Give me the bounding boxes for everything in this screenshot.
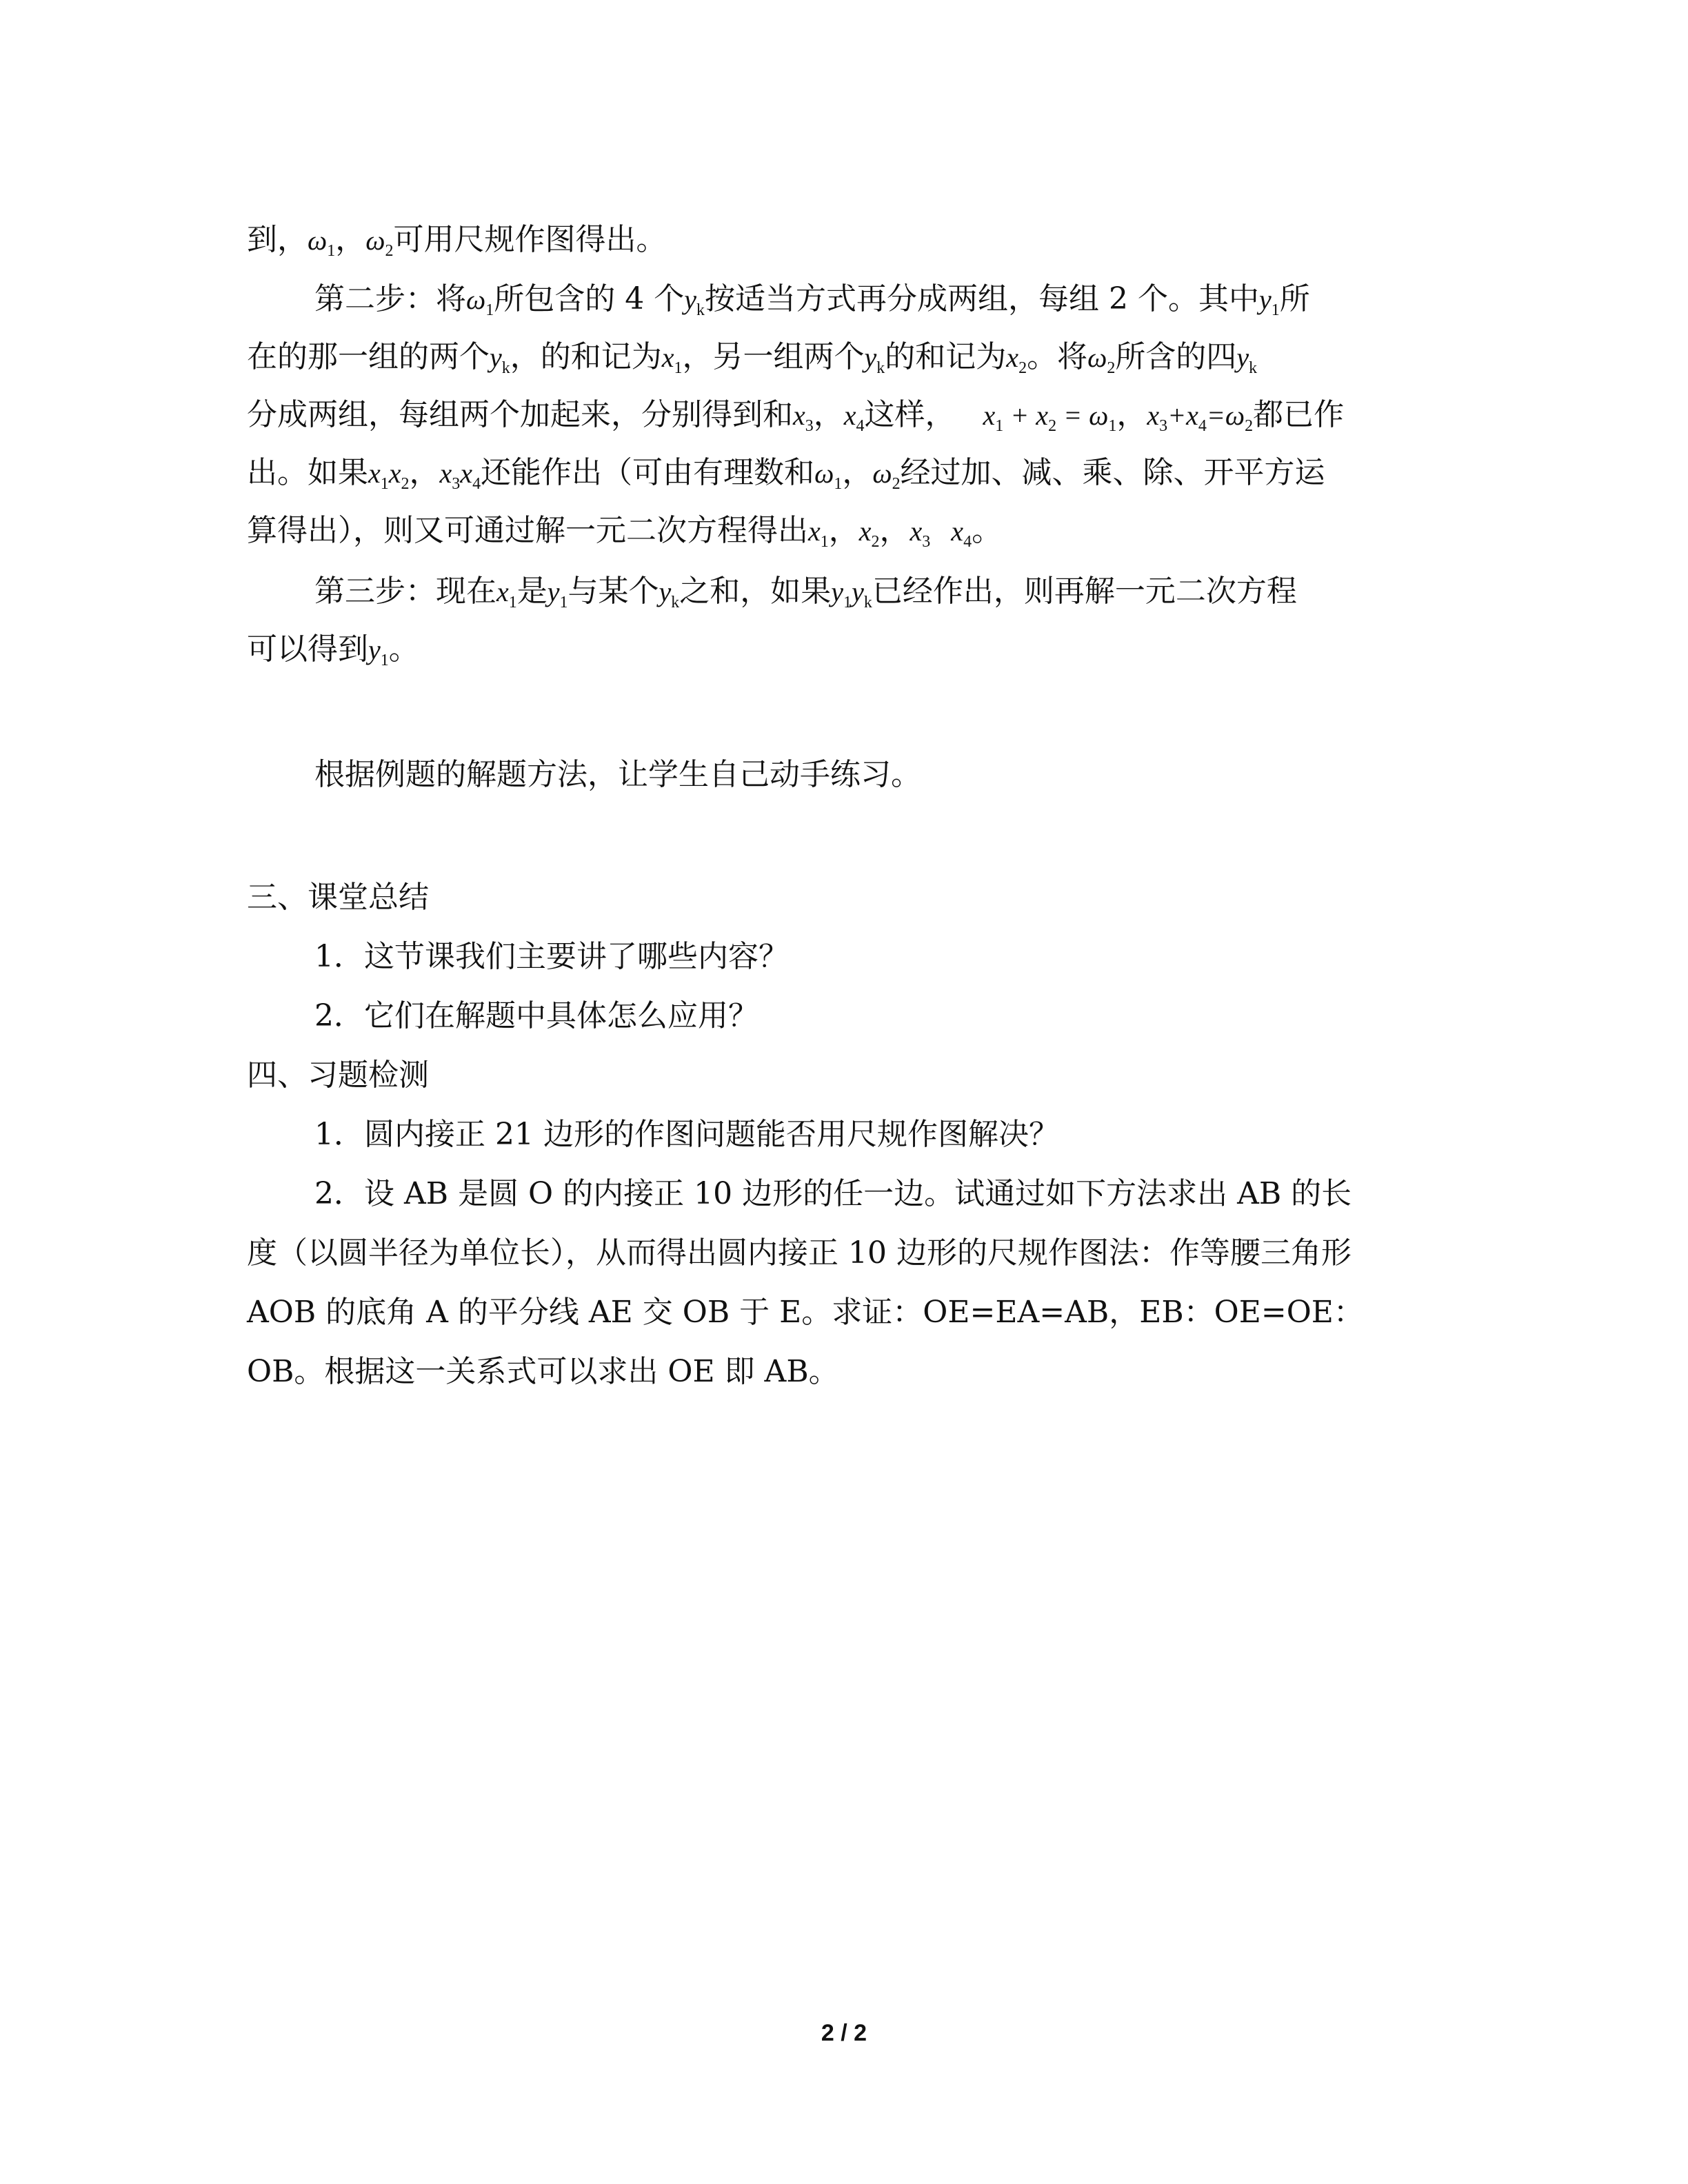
- exercise-item-cont: OB。根据这一关系式可以求出 OE 即 AB。: [247, 1354, 839, 1389]
- text-line: 可以得到$y_1$。: [247, 631, 419, 669]
- text-line: 分成两组，每组两个加起来，分别得到和$x_3$，$x_4$这样， $x_1 + x_2 = \omega_1$，$x_3+x_4=\omega_2$都已作: [247, 397, 1345, 435]
- summary-item: 2．它们在解题中具体怎么应用？: [314, 998, 758, 1033]
- page-number: 2 / 2: [821, 2020, 867, 2046]
- summary-item: 1．这节课我们主要讲了哪些内容？: [314, 939, 789, 974]
- text-line: 第二步：将$\omega_1$所包含的 4 个$y_k$按适当方式再分成两组，每组 2 个。其中$y_1$所: [314, 281, 1310, 319]
- math-omega1: $\omega_1$: [308, 225, 336, 260]
- practice-text: 根据例题的解题方法，让学生自己动手练习。: [314, 757, 921, 792]
- text-line: 第三步：现在$x_1$是$y_1$与某个$y_k$之和，如果$y_1y_k$已经作出，则再解一元二次方程: [314, 574, 1297, 611]
- exercise-item: 2．设 AB 是圆 O 的内接正 10 边形的任一边。试通过如下方法求出 AB 的长: [314, 1176, 1352, 1211]
- exercise-item-cont: 度（以圆半径为单位长），从而得出圆内接正 10 边形的尺规作图法：作等腰三角形: [247, 1235, 1352, 1271]
- section-heading-summary: 三、课堂总结: [247, 880, 429, 915]
- text-line: 算得出），则又可通过解一元二次方程得出$x_1$，$x_2$，$x_3$ $x_4$。: [247, 513, 1003, 551]
- text-line: 到，$\omega_1$，$\omega_2$可用尺规作图得出。: [247, 222, 667, 260]
- exercise-item-cont: AOB 的底角 A 的平分线 AE 交 OB 于 E。求证：OE=EA=AB，EB：OE=OE：: [247, 1295, 1364, 1330]
- section-heading-exercise: 四、习题检测: [247, 1058, 429, 1093]
- exercise-item: 1．圆内接正 21 边形的作图问题能否用尺规作图解决？: [314, 1117, 1059, 1152]
- text-line: 出。如果$x_1x_2$，$x_3x_4$还能作出（可由有理数和$\omega_1$，$\omega_2$经过加、减、乘、除、开平方运: [247, 455, 1325, 493]
- text-line: 在的那一组的两个$y_k$，的和记为$x_1$，另一组两个$y_k$的和记为$x_2$。将$\omega_2$所含的四$y_k$: [247, 339, 1258, 377]
- math-omega2: $\omega_2$: [365, 225, 394, 260]
